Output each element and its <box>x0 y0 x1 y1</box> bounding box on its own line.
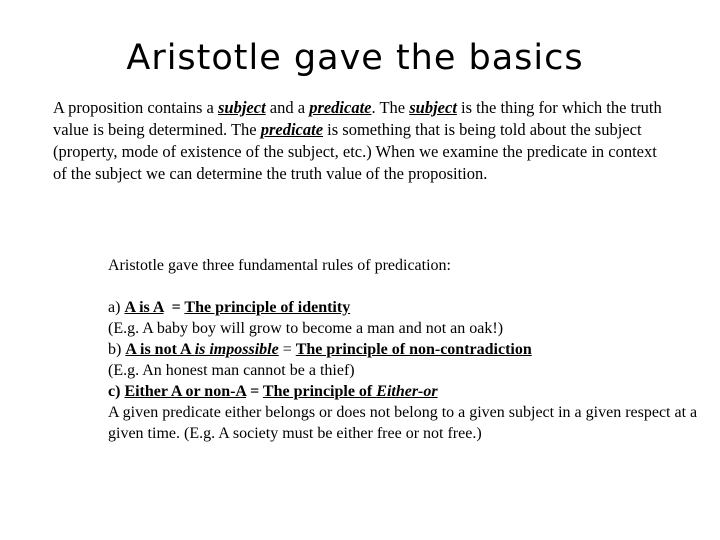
rule-eo-formula: Either A or non-A <box>124 383 247 400</box>
term-subject-2: subject <box>409 98 457 117</box>
rule-eo-name-em: Either-or <box>376 383 438 400</box>
rule-eo-description: A given predicate either belongs or does not belong to a given subject in a given respect at a given time. (E.g. A society must be either free or not free.) <box>108 404 698 442</box>
rule-identity-name: The principle of identity <box>184 299 351 316</box>
term-predicate-2: predicate <box>260 120 324 139</box>
rule-non-contradiction <box>108 339 708 360</box>
intro-text-3: . The <box>371 98 410 117</box>
intro-text-5: is something that is being told about the subject (property, mode of existence of the subject, etc.) When we examine the predicate in context of the subject we can determine the truth value of the proposition. <box>53 120 657 183</box>
rule-identity-label: a) <box>108 299 125 316</box>
predication-rules <box>108 255 708 444</box>
intro-paragraph <box>53 97 663 185</box>
rule-identity-formula: A is A <box>124 299 164 316</box>
rule-nc-label: b) <box>108 341 126 358</box>
rule-identity-eq: = <box>163 299 185 316</box>
intro-text-4: is the thing for which the truth value is being determined. The <box>53 98 662 139</box>
term-predicate: predicate <box>309 98 372 117</box>
rule-either-or <box>108 381 708 402</box>
rule-nc-formula: A is not A <box>125 341 195 358</box>
rule-nc-impossible: is impossible <box>194 341 279 358</box>
slide-title: Aristotle gave the basics <box>126 38 584 78</box>
rule-nc-eq: = <box>278 341 296 358</box>
intro-text-1: A proposition contains a <box>53 98 218 117</box>
rule-nc-name: The principle of non-contradiction <box>295 341 532 358</box>
rule-eo-name-prefix: The principle of <box>262 383 377 400</box>
rule-nc-example: (E.g. An honest man cannot be a thief) <box>108 362 355 379</box>
rule-identity-example: (E.g. A baby boy will grow to become a man and not an oak!) <box>108 320 504 337</box>
rule-eo-label: c) <box>108 383 125 400</box>
term-subject: subject <box>217 98 266 117</box>
rule-identity <box>108 297 708 318</box>
rule-eo-eq: = <box>246 383 263 400</box>
rules-spacer <box>108 276 708 297</box>
intro-text-2: and a <box>265 98 310 117</box>
rules-heading: Aristotle gave three fundamental rules of predication: <box>108 257 451 274</box>
